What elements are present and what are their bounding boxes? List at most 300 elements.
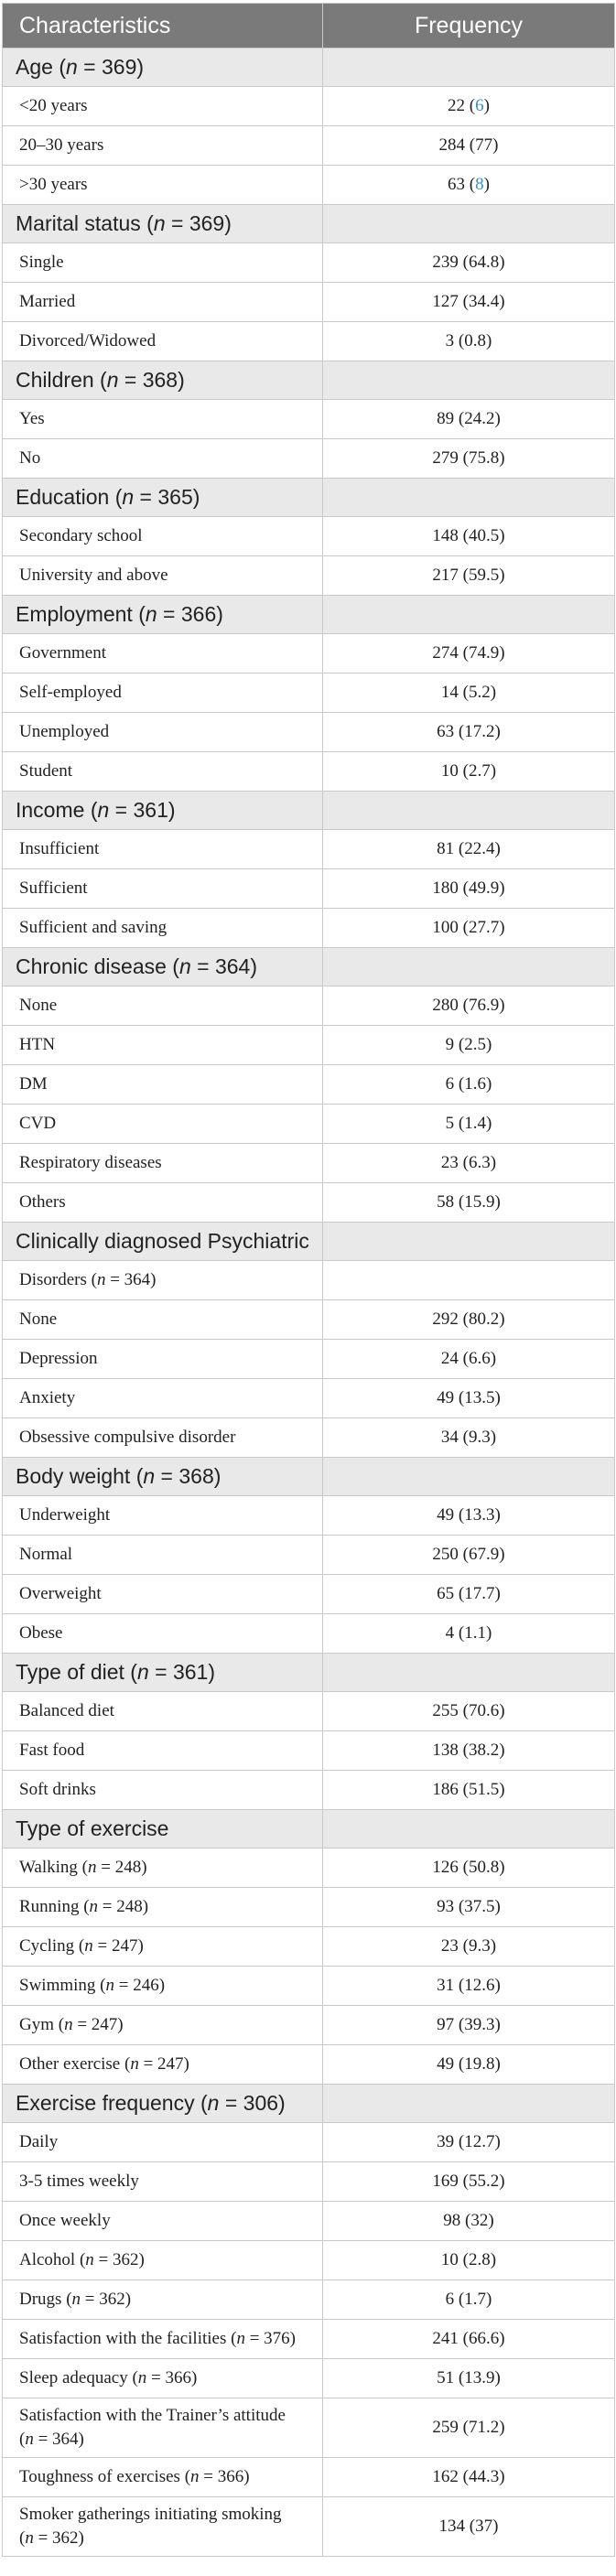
row-label-text: Satisfaction with the facilities ( [19,2329,237,2348]
section-header-row [3,1810,615,1848]
frequency-value: 65 (17.7) [437,1584,501,1603]
sample-size-symbol: n [64,2015,73,2034]
row-frequency [323,439,615,479]
section-blank-cell [323,361,615,400]
row-frequency [323,869,615,909]
row-label-text: Clinically diagnosed Psychiatric [16,1229,309,1253]
row-label-text: Fast food [19,1741,85,1760]
table-row [3,1888,615,1927]
row-label [3,2320,323,2359]
section-blank-cell [323,205,615,243]
section-header-row [3,596,615,634]
row-frequency [323,2497,615,2557]
row-label-text: Normal [19,1545,73,1564]
row-label [3,1888,323,1927]
row-frequency [323,400,615,439]
column-header-characteristics: Characteristics [3,4,323,49]
row-label [3,556,323,596]
row-label [3,517,323,556]
row-frequency [323,2398,615,2458]
row-label [3,283,323,322]
table-row [3,2202,615,2241]
row-label-text: Others [19,1192,66,1212]
sample-size-symbol: n [137,2368,147,2387]
row-frequency [323,243,615,283]
sample-size-value: = 247) [92,1936,144,1956]
table-row [3,909,615,948]
row-label-text: Employment ( [16,602,146,626]
section-blank-cell [323,1810,615,1848]
table-row [3,166,615,205]
row-label-text: Depression [19,1349,98,1368]
frequency-value: 100 (27.7) [432,918,505,937]
row-label-text: Swimming ( [19,1976,106,1995]
row-label-text: Sufficient [19,878,88,898]
row-frequency [323,1300,615,1340]
table-row [3,674,615,713]
frequency-value: 4 (1.1) [445,1623,492,1643]
frequency-value: 180 (49.9) [432,878,505,898]
row-label-text: Body weight ( [16,1464,144,1488]
frequency-percent-link: 6 [475,96,484,115]
table-row [3,869,615,909]
sample-size-symbol: n [106,368,119,392]
row-label-text: Insufficient [19,839,100,858]
row-frequency [323,1496,615,1536]
table-row [3,243,615,283]
row-frequency [323,1026,615,1065]
table-row [3,2280,615,2320]
table-row [3,2045,615,2085]
row-label-text: 20–30 years [19,135,104,155]
table-row [3,2162,615,2202]
sample-size-symbol: n [84,1936,93,1956]
frequency-value: 6 (1.6) [445,1074,492,1094]
row-frequency [323,1105,615,1144]
row-label [3,1026,323,1065]
row-label [3,2006,323,2045]
sample-size-value: = 376) [244,2329,296,2348]
table-row [3,1105,615,1144]
row-label [3,2497,323,2557]
row-frequency [323,283,615,322]
row-label-text: >30 years [19,175,88,194]
sample-size-value: = 366) [199,2467,250,2486]
row-label-text: Unemployed [19,722,110,741]
row-frequency [323,87,615,126]
row-label-text: Self-employed [19,683,122,702]
row-frequency [323,1575,615,1614]
row-label-text: Walking ( [19,1858,88,1877]
frequency-value: 241 (66.6) [432,2329,505,2348]
section-header-row [3,1654,615,1692]
sample-size-symbol: n [89,1897,99,1916]
section-label [3,596,323,634]
frequency-value: 255 (70.6) [432,1701,505,1720]
row-frequency [323,556,615,596]
row-label-text: Married [19,292,76,311]
section-label [3,1458,323,1496]
section-blank-cell [323,2085,615,2123]
row-frequency [323,2320,615,2359]
row-frequency [323,909,615,948]
table-row [3,517,615,556]
frequency-value: 250 (67.9) [432,1545,505,1564]
row-label-text: Toughness of exercises ( [19,2467,191,2486]
table-row [3,1300,615,1340]
row-label-text: None [19,1310,58,1329]
row-label-text: Satisfaction with the Trainer’s attitude ( [19,2406,286,2449]
table-row [3,87,615,126]
row-label-text: Balanced diet [19,1701,114,1720]
frequency-value: 10 (2.7) [440,761,497,781]
row-label-text: Soft drinks [19,1780,96,1799]
frequency-value: 169 (55.2) [432,2172,505,2191]
row-label [3,1183,323,1223]
frequency-value: 51 (13.9) [437,2368,501,2387]
row-label-text: 3-5 times weekly [19,2172,139,2191]
table-row [3,2398,615,2458]
sample-size-value: = 247) [138,2054,189,2074]
sample-size-symbol: n [236,2329,245,2348]
row-frequency [323,1771,615,1810]
frequency-value: 49 (13.5) [437,1388,501,1407]
frequency-value: 81 (22.4) [437,839,501,858]
table-row [3,1927,615,1967]
row-frequency [323,2280,615,2320]
row-frequency [323,1731,615,1771]
table-row [3,322,615,361]
column-header-frequency: Frequency [323,4,615,49]
row-frequency [323,1848,615,1888]
table-row [3,713,615,752]
sample-size-value: = 364) [105,1270,157,1289]
sample-size-value: = 361) [109,798,176,822]
row-label-text: Smoker gatherings initiating smoking ( [19,2505,282,2548]
sample-size-value: = 369) [165,211,232,235]
row-label [3,2162,323,2202]
frequency-value: 97 (39.3) [437,2015,501,2034]
row-label-text: <20 years [19,96,88,115]
section-label [3,361,323,400]
section-label [3,1810,323,1848]
row-label-text: No [19,448,41,468]
section-blank-cell [323,49,615,87]
section-label [3,2085,323,2123]
section-header-row [3,49,615,87]
row-label-text: Government [19,643,106,663]
table-row [3,1379,615,1418]
table-row [3,830,615,869]
row-label-text: Obsessive compulsive disorder [19,1428,236,1447]
sample-size-value: = 366) [146,2368,198,2387]
table-row [3,1026,615,1065]
table-row [3,2123,615,2162]
row-label-text: University and above [19,566,168,585]
row-label [3,2280,323,2320]
row-frequency [323,2241,615,2280]
frequency-value: 134 (37) [438,2517,499,2536]
row-frequency [323,1927,615,1967]
row-label-text: HTN [19,1035,56,1054]
section-blank-cell [323,1458,615,1496]
frequency-value: 292 (80.2) [432,1310,505,1329]
row-label-text: Marital status ( [16,211,154,235]
row-label [3,1496,323,1536]
sample-size-symbol: n [105,1976,114,1995]
frequency-value: 14 (5.2) [440,683,497,702]
frequency-value: 279 (75.8) [432,448,505,468]
row-label [3,1379,323,1418]
frequency-value: 148 (40.5) [432,526,505,545]
row-label [3,126,323,166]
section-header-row [3,1458,615,1496]
row-label [3,1692,323,1731]
sample-size-value: = 362) [93,2250,145,2269]
section-blank-cell [323,1223,615,1261]
row-frequency [323,166,615,205]
table-row [3,1731,615,1771]
row-label-text: Type of exercise [16,1816,169,1840]
frequency-value: 23 (6.3) [440,1153,497,1172]
row-label [3,1614,323,1654]
row-frequency [323,2458,615,2497]
sample-size-value: = 366) [157,602,223,626]
row-frequency [323,1967,615,2006]
table-row [3,2497,615,2557]
row-label-text: Secondary school [19,526,143,545]
table-row [3,2359,615,2398]
section-blank-cell [323,948,615,986]
section-blank-cell [323,479,615,517]
row-label [3,674,323,713]
row-label [3,1731,323,1771]
frequency-value: 126 (50.8) [432,1858,505,1877]
row-label-text: DM [19,1074,48,1094]
section-label [3,49,323,87]
sample-size-symbol: n [130,2054,139,2074]
sample-size-symbol: n [207,2091,220,2115]
frequency-value: 89 (24.2) [437,409,501,428]
row-label [3,1105,323,1144]
sample-size-symbol: n [25,2528,34,2548]
frequency-value: 127 (34.4) [432,292,505,311]
row-label [3,87,323,126]
table-row [3,1771,615,1810]
row-label [3,1065,323,1105]
row-frequency [323,2006,615,2045]
row-label [3,322,323,361]
row-frequency [323,713,615,752]
table-body [3,49,615,2557]
frequency-value: 58 (15.9) [437,1192,501,1212]
table-row [3,1575,615,1614]
sample-size-value: = 368) [155,1464,222,1488]
section-label [3,205,323,243]
row-label [3,1300,323,1340]
row-label [3,752,323,792]
row-label [3,243,323,283]
row-label-text: Underweight [19,1505,111,1525]
row-label [3,2458,323,2497]
frequency-value: 284 (77) [438,135,499,155]
row-label-text: Alcohol ( [19,2250,86,2269]
section-blank-cell [323,596,615,634]
row-label-text: Drugs ( [19,2290,72,2309]
row-label [3,2241,323,2280]
row-label [3,1536,323,1575]
row-label-text: Gym ( [19,2015,65,2034]
row-label [3,439,323,479]
sample-size-symbol: n [143,1464,156,1488]
table-row [3,2320,615,2359]
row-label [3,1261,323,1300]
row-label-text: Student [19,761,73,781]
sample-size-symbol: n [97,798,110,822]
row-frequency [323,1379,615,1418]
row-label [3,2359,323,2398]
row-frequency [323,1536,615,1575]
row-label [3,1340,323,1379]
section-header-row [3,479,615,517]
table-row [3,986,615,1026]
table-row [3,1144,615,1183]
row-label-text: Disorders ( [19,1270,97,1289]
frequency-value: 162 (44.3) [432,2467,505,2486]
row-frequency [323,1614,615,1654]
row-label-text: Age ( [16,55,66,79]
section-label [3,479,323,517]
row-frequency [323,322,615,361]
row-frequency [323,2123,615,2162]
section-header-row [3,205,615,243]
table-row [3,1536,615,1575]
section-label [3,1654,323,1692]
row-label-text: Chronic disease ( [16,954,179,978]
row-frequency [323,2202,615,2241]
row-frequency [323,752,615,792]
frequency-value: 39 (12.7) [437,2132,501,2151]
row-label-text: CVD [19,1114,57,1133]
row-label [3,400,323,439]
row-label-text: Divorced/Widowed [19,331,157,350]
row-label [3,869,323,909]
row-label [3,634,323,674]
frequency-value: 49 (19.8) [437,2054,501,2074]
sample-size-value: = 247) [72,2015,124,2034]
row-label-text: Anxiety [19,1388,76,1407]
table-row [3,1614,615,1654]
row-label-text: Children ( [16,368,107,392]
row-label [3,713,323,752]
frequency-value: 3 (0.8) [445,331,492,350]
table-row [3,1418,615,1458]
row-label [3,1144,323,1183]
sample-size-value: = 248) [96,1858,147,1877]
frequency-value: 186 (51.5) [432,1780,505,1799]
sample-size-value: = 362) [81,2290,132,2309]
sample-size-symbol: n [145,602,157,626]
row-frequency [323,1183,615,1223]
row-label [3,1418,323,1458]
table-row [3,556,615,596]
row-label-text: Cycling ( [19,1936,85,1956]
sample-size-value: = 364) [33,2430,84,2449]
sample-size-value: = 362) [33,2528,84,2548]
table-row [3,1848,615,1888]
frequency-value: 274 (74.9) [432,643,505,663]
frequency-value: 5 (1.4) [445,1114,492,1133]
table-row [3,1261,615,1300]
row-label-text: Income ( [16,798,98,822]
table-row [3,1967,615,2006]
frequency-value: 98 (32) [443,2211,494,2230]
section-header-row [3,1223,615,1261]
row-frequency [323,126,615,166]
sample-size-symbol: n [25,2430,34,2449]
row-label [3,1771,323,1810]
row-label-text: Once weekly [19,2211,111,2230]
frequency-value: 63 (17.2) [437,722,501,741]
row-label-text: Single [19,253,64,272]
section-blank-cell [323,792,615,830]
sample-size-symbol: n [178,954,191,978]
frequency-value: 239 (64.8) [432,253,505,272]
row-label [3,2398,323,2458]
row-frequency [323,1261,615,1300]
sample-size-value: = 306) [219,2091,286,2115]
frequency-value: 280 (76.9) [432,996,505,1015]
row-label [3,1967,323,2006]
table-row [3,439,615,479]
frequency-percent-link: 8 [475,175,484,194]
sample-size-symbol: n [153,211,166,235]
row-label-text: None [19,996,58,1015]
row-frequency [323,830,615,869]
frequency-close-paren: ) [483,175,490,194]
row-label [3,986,323,1026]
row-frequency [323,1418,615,1458]
section-blank-cell [323,1654,615,1692]
row-label [3,2123,323,2162]
row-label [3,1927,323,1967]
frequency-value: 217 (59.5) [432,566,505,585]
section-header-row [3,792,615,830]
row-label-text: Running ( [19,1897,90,1916]
table-row [3,283,615,322]
table-row [3,1692,615,1731]
section-header-row [3,361,615,400]
row-label-text: Daily [19,2132,59,2151]
row-label [3,166,323,205]
row-label-text: Sufficient and saving [19,918,168,937]
row-label [3,1848,323,1888]
row-label-text: Yes [19,409,45,428]
sample-size-value: = 248) [98,1897,149,1916]
row-frequency [323,517,615,556]
sample-size-symbol: n [190,2467,200,2486]
row-label [3,2045,323,2085]
table-row [3,1183,615,1223]
row-label-text: Education ( [16,485,123,509]
sample-size-value: = 361) [148,1660,216,1684]
table-row [3,1340,615,1379]
row-label-text: Type of diet ( [16,1660,137,1684]
table-row [3,752,615,792]
frequency-value: 9 (2.5) [445,1035,492,1054]
table-row [3,1496,615,1536]
table-row [3,400,615,439]
